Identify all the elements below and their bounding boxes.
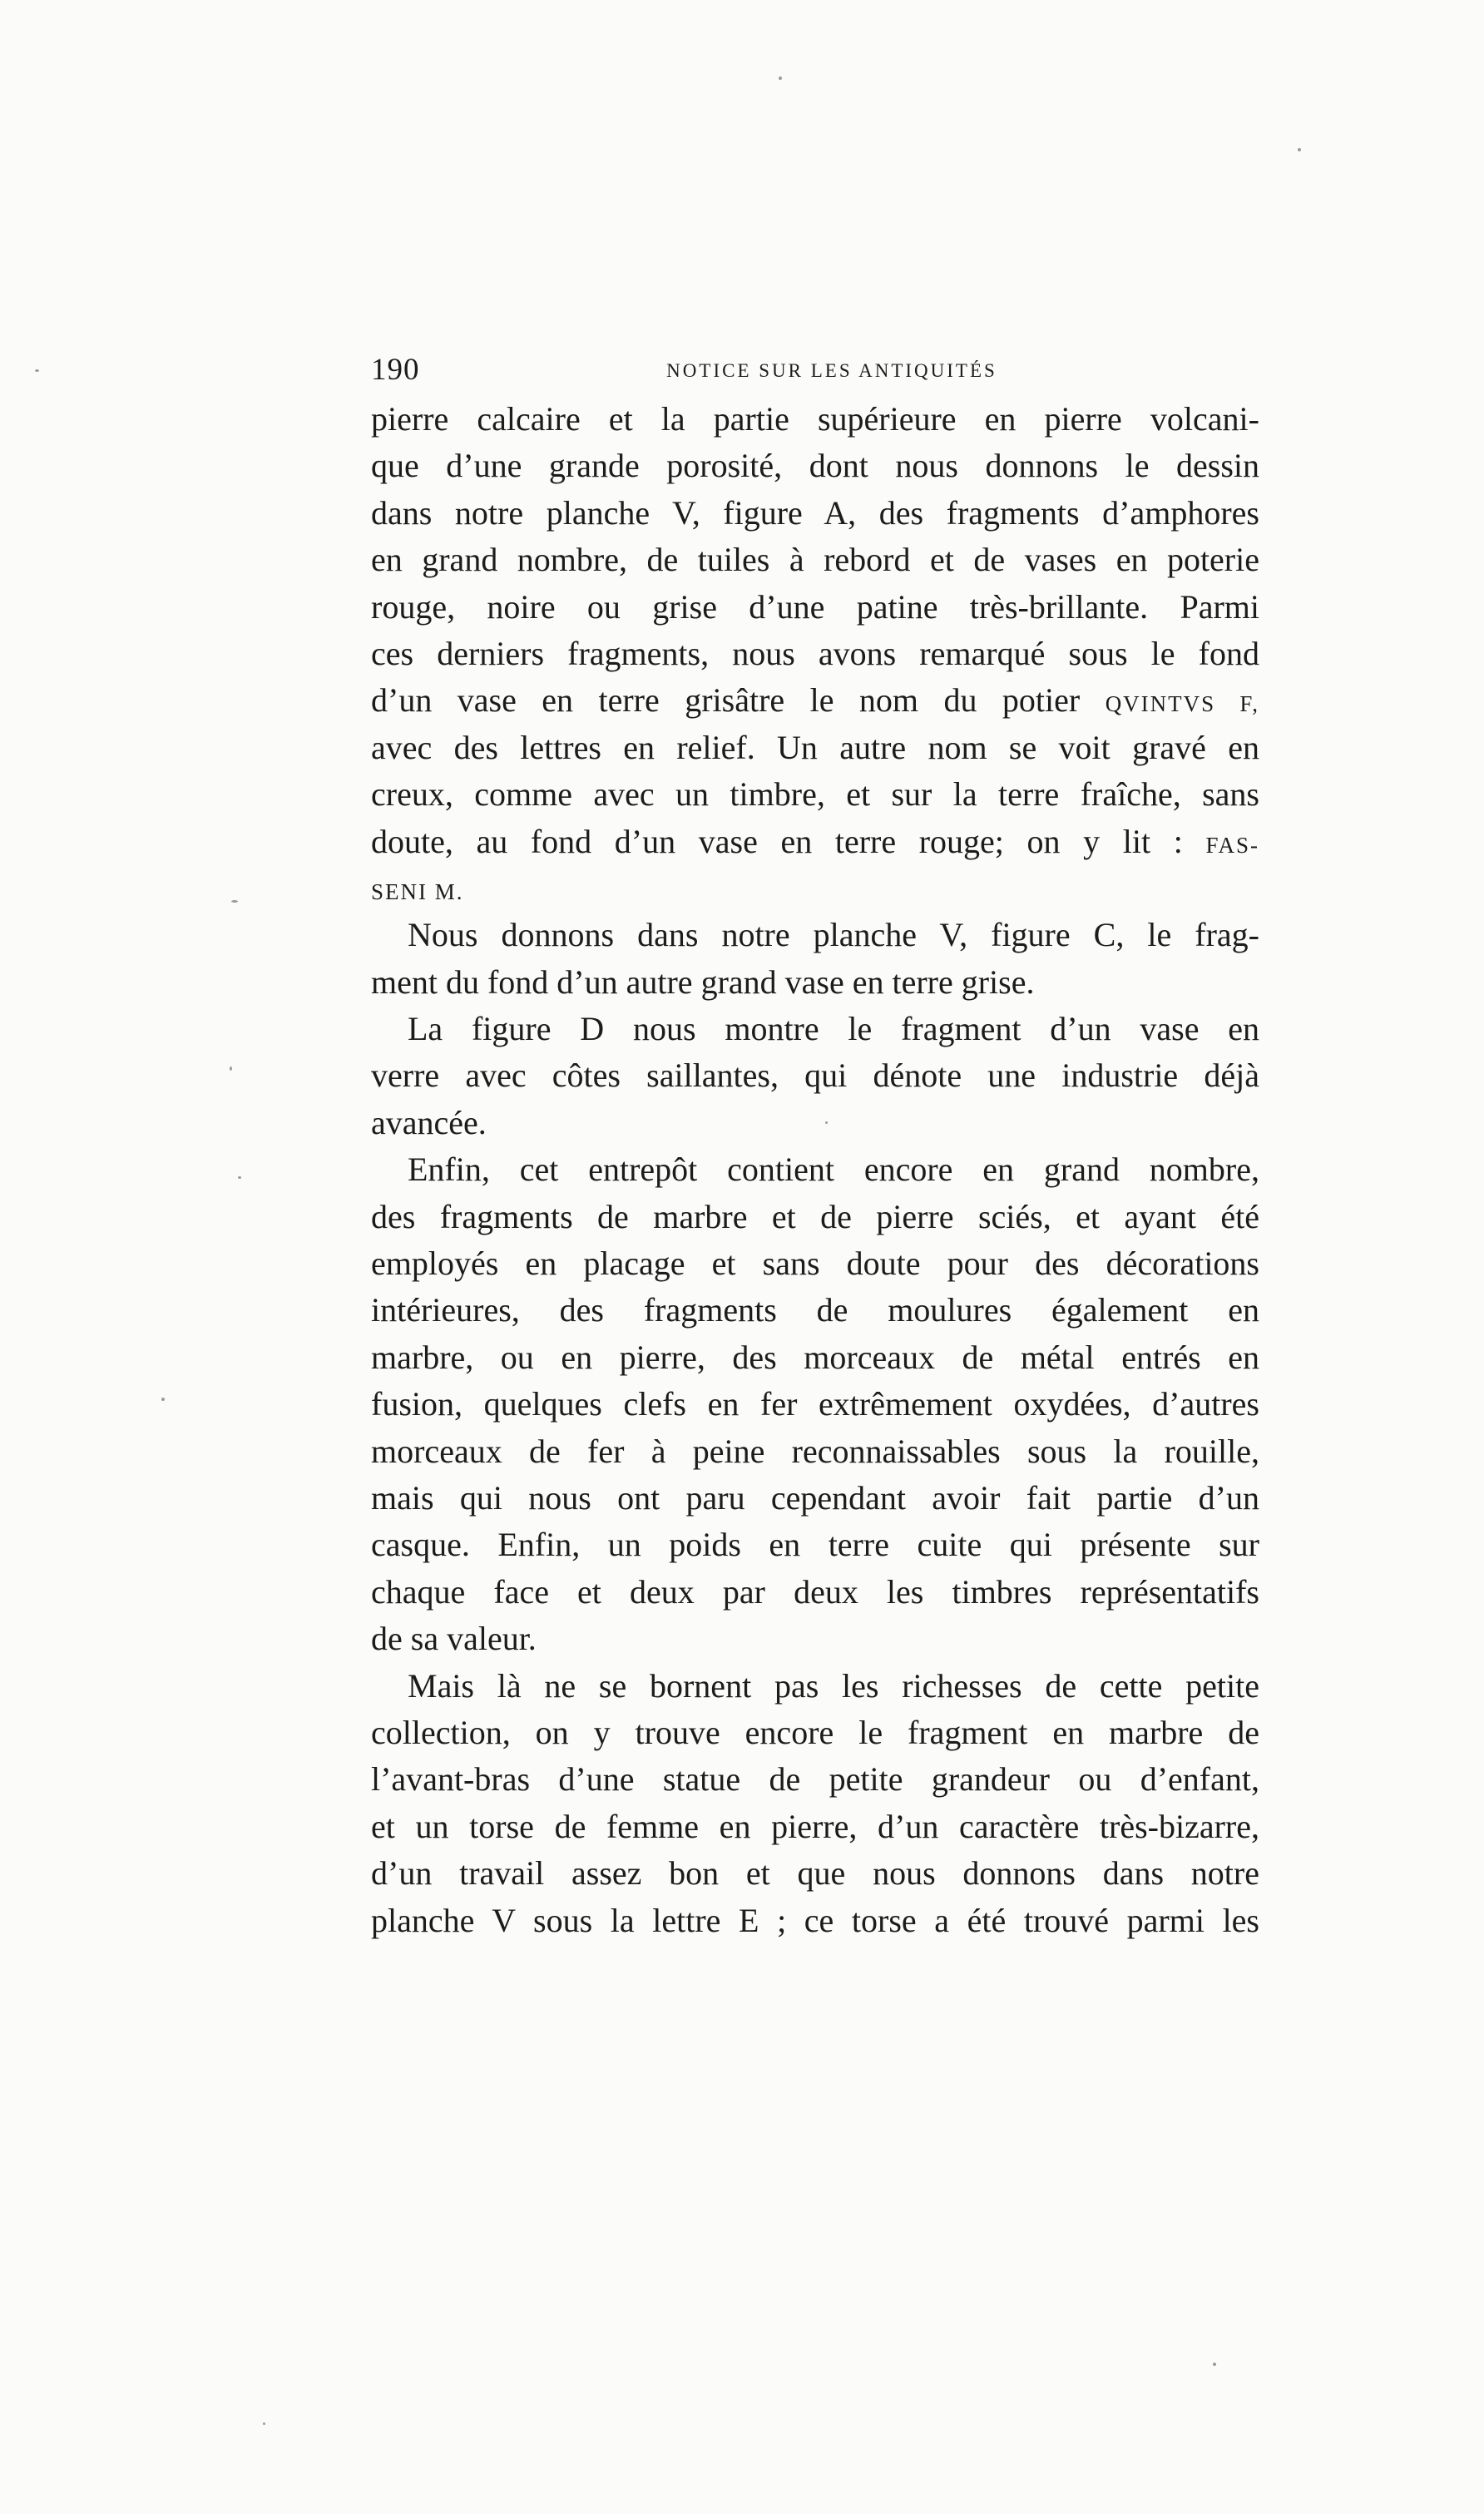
paper-speck <box>230 1066 232 1071</box>
paper-speck <box>1213 2363 1216 2366</box>
body-text <box>371 396 1259 1944</box>
paper-speck <box>779 77 782 80</box>
text-line: avancée. <box>371 1103 487 1141</box>
text-line: marbre, ou en pierre, des morceaux de métal entrés en <box>371 1338 1259 1376</box>
text-line: de sa valeur. <box>371 1620 537 1658</box>
text-line: Mais là ne se bornent pas les richesses de cette petite <box>408 1666 1259 1705</box>
text-line <box>371 819 1259 865</box>
text-line: Nous donnons dans notre planche V, figure C, le frag- <box>408 916 1259 954</box>
text-line: que d’une grande porosité, dont nous donnons le dessin <box>371 447 1259 485</box>
paper-speck <box>231 900 238 903</box>
text-line: d’un travail assez bon et que nous donnons dans notre <box>371 1854 1259 1893</box>
text-line: collection, on y trouve encore le fragment en marbre de <box>371 1713 1259 1751</box>
paper-speck <box>1298 148 1301 151</box>
text-line: La figure D nous montre le fragment d’un vase en <box>408 1010 1259 1048</box>
text-line: planche V sous la lettre E ; ce torse a été trouvé parmi les <box>371 1901 1259 1939</box>
potter-stamp: SENI M. <box>371 878 464 904</box>
text-line: verre avec côtes saillantes, qui dénote une industrie déjà <box>371 1057 1259 1095</box>
text-line: Enfin, cet entrepôt contient encore en grand nombre, <box>408 1151 1259 1189</box>
text-line: chaque face et deux par deux les timbres représentatifs <box>371 1572 1259 1611</box>
text-line: ment du fond d’un autre grand vase en terre grise. <box>371 963 1035 1001</box>
text-line: intérieures, des fragments de moulures également en <box>371 1291 1259 1329</box>
page-number: 190 <box>371 353 420 387</box>
text-line: dans notre planche V, figure A, des fragments d’amphores <box>371 493 1259 532</box>
text-line: et un torse de femme en pierre, d’un caractère très-bizarre, <box>371 1807 1259 1845</box>
text-line <box>371 865 1259 912</box>
text-segment: d’un vase en terre grisâtre le nom du potier <box>371 681 1081 720</box>
text-line: casque. Enfin, un poids en terre cuite qui présente sur <box>371 1526 1259 1564</box>
paper-speck <box>161 1398 165 1401</box>
text-line: des fragments de marbre et de pierre sciés, et ayant été <box>371 1197 1259 1235</box>
text-line: en grand nombre, de tuiles à rebord et de vases en poterie <box>371 541 1259 579</box>
text-line: morceaux de fer à peine reconnaissables sous la rouille, <box>371 1432 1259 1470</box>
text-line: l’avant-bras d’une statue de petite grandeur ou d’enfant, <box>371 1760 1259 1799</box>
text-line: ces derniers fragments, nous avons remarqué sous le fond <box>371 634 1259 672</box>
text-line: rouge, noire ou grise d’une patine très-brillante. Parmi <box>371 587 1259 626</box>
running-head <box>371 349 1259 391</box>
text-segment: doute, au fond d’un vase en terre rouge; on y lit : <box>371 822 1183 860</box>
potter-stamp: FAS- <box>1205 832 1259 858</box>
text-line: creux, comme avec un timbre, et sur la terre fraîche, sans <box>371 775 1259 814</box>
running-title: NOTICE SUR LES ANTIQUITÉS <box>666 360 997 381</box>
text-line: fusion, quelques clefs en fer extrêmement oxydées, d’autres <box>371 1385 1259 1423</box>
text-line <box>371 677 1259 724</box>
paper-speck <box>35 369 39 372</box>
paper-speck <box>238 1176 241 1179</box>
text-line: employés en placage et sans doute pour des décorations <box>371 1245 1259 1283</box>
paper-speck <box>825 1121 828 1124</box>
paper-speck <box>263 2422 265 2425</box>
text-line: avec des lettres en relief. Un autre nom se voit gravé en <box>371 728 1259 766</box>
text-line: mais qui nous ont paru cependant avoir fait partie d’un <box>371 1478 1259 1517</box>
text-line: pierre calcaire et la partie supérieure en pierre volcani- <box>371 400 1259 438</box>
potter-stamp: QVINTVS F, <box>1105 691 1259 717</box>
